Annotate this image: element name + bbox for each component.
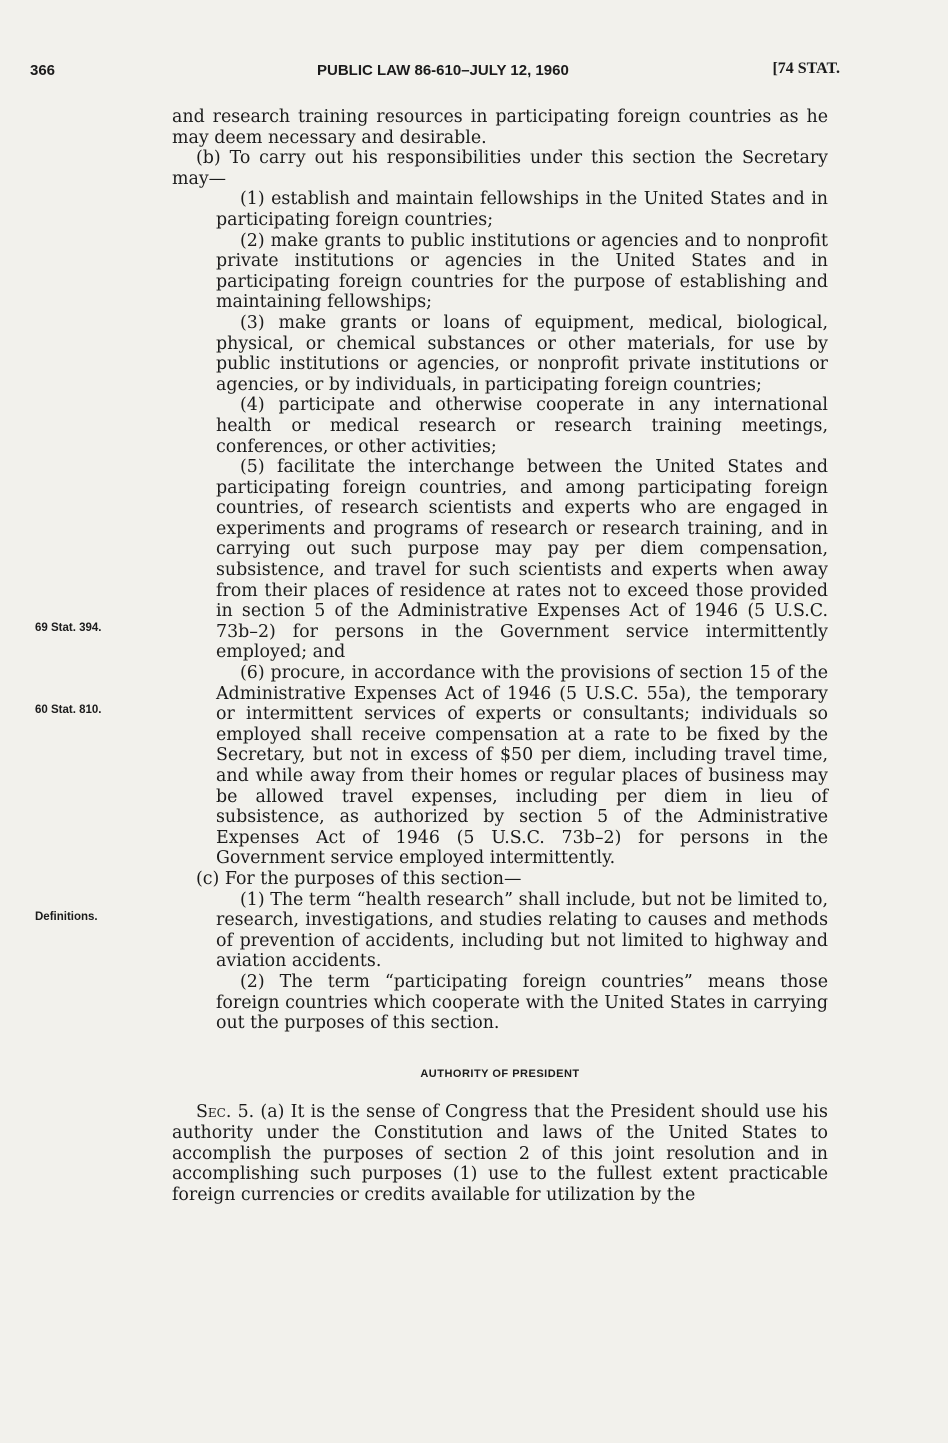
section-5-text: (a) It is the sense of Congress that the President should use his authority under the Constitution and laws of the United States to accomplish the purposes of section 2 of this joint resolution and in accomplishing such purposes (1) use to the fullest extent practicable foreign currencies or credits available for utilization by the [172, 1102, 828, 1205]
body-text [172, 107, 828, 1205]
clause-b6: (6) procure, in accordance with the provisions of section 15 of the Administrative Expenses Act of 1946 (5 U.S.C. 55a), the temporary or intermittent services of experts or consultants; individuals so employed shall receive compensation at a rate to be fixed by the Secretary, but not in excess of $50 per diem, including travel time, and while away from their homes or regular places of business may be allowed travel expenses, including per diem in lieu of subsistence, as authorized by section 5 of the Administrative Expenses Act of 1946 (5 U.S.C. 73b–2) for persons in the Government service employed intermittently. [216, 663, 828, 869]
running-head: PUBLIC LAW 86-610–JULY 12, 1960 [317, 62, 569, 79]
clause-b4: (4) participate and otherwise cooperate in any international health or medical research or research training meetings, conferences, or other activities; [216, 395, 828, 457]
paragraph-c: (c) For the purposes of this section— [196, 868, 522, 889]
page-header [30, 62, 840, 86]
clause-b1: (1) establish and maintain fellowships in the United States and in participating foreign countries; [216, 189, 828, 230]
paragraph-continued: and research training resources in participating foreign countries as he may deem necessary and desirable. [172, 107, 828, 148]
page-number: 366 [30, 62, 56, 79]
section-label: Sec. 5. [196, 1102, 255, 1123]
margin-note-definitions: Definitions. [35, 911, 98, 923]
statute-reference: [74 STAT. [772, 60, 840, 77]
section-heading: AUTHORITY OF PRESIDENT [420, 1067, 580, 1080]
margin-note-69-stat: 69 Stat. 394. [35, 622, 102, 634]
clause-c1: (1) The term “health research” shall include, but not be limited to, research, investigations, and studies relating to causes and methods of prevention of accidents, including but not limited to highway and aviation accidents. [216, 889, 828, 972]
clause-c2: (2) The term “participating foreign countries” means those foreign countries which cooperate with the United States in carrying out the purposes of this section. [216, 971, 828, 1034]
paragraph-b: (b) To carry out his responsibilities under this section the Secretary may— [172, 148, 828, 189]
margin-note-60-stat: 60 Stat. 810. [35, 704, 102, 716]
clause-b2: (2) make grants to public institutions or agencies and to nonprofit private institutions or agencies in the United States and in participating foreign countries for the purpose of establishing and maintaining fellowships; [216, 230, 828, 313]
clause-b3: (3) make grants or loans of equipment, medical, biological, physical, or chemical substances or other materials, for use by public institutions or agencies, or nonprofit private institutions or agencies, or by individuals, in participating foreign countries; [216, 312, 828, 395]
clause-b5: (5) facilitate the interchange between the United States and participating foreign countries, and among participating foreign countries, of research scientists and experts who are engaged in experiments and programs of research or research training, and in carrying out such purpose may pay per diem compensation, subsistence, and travel for such scientists and experts when away from their places of residence at rates not to exceed those provided in section 5 of the Administrative Expenses Act of 1946 (5 U.S.C. 73b–2) for persons in the Government service intermittently employed; and [216, 457, 828, 663]
section-5-paragraph [172, 1102, 828, 1205]
